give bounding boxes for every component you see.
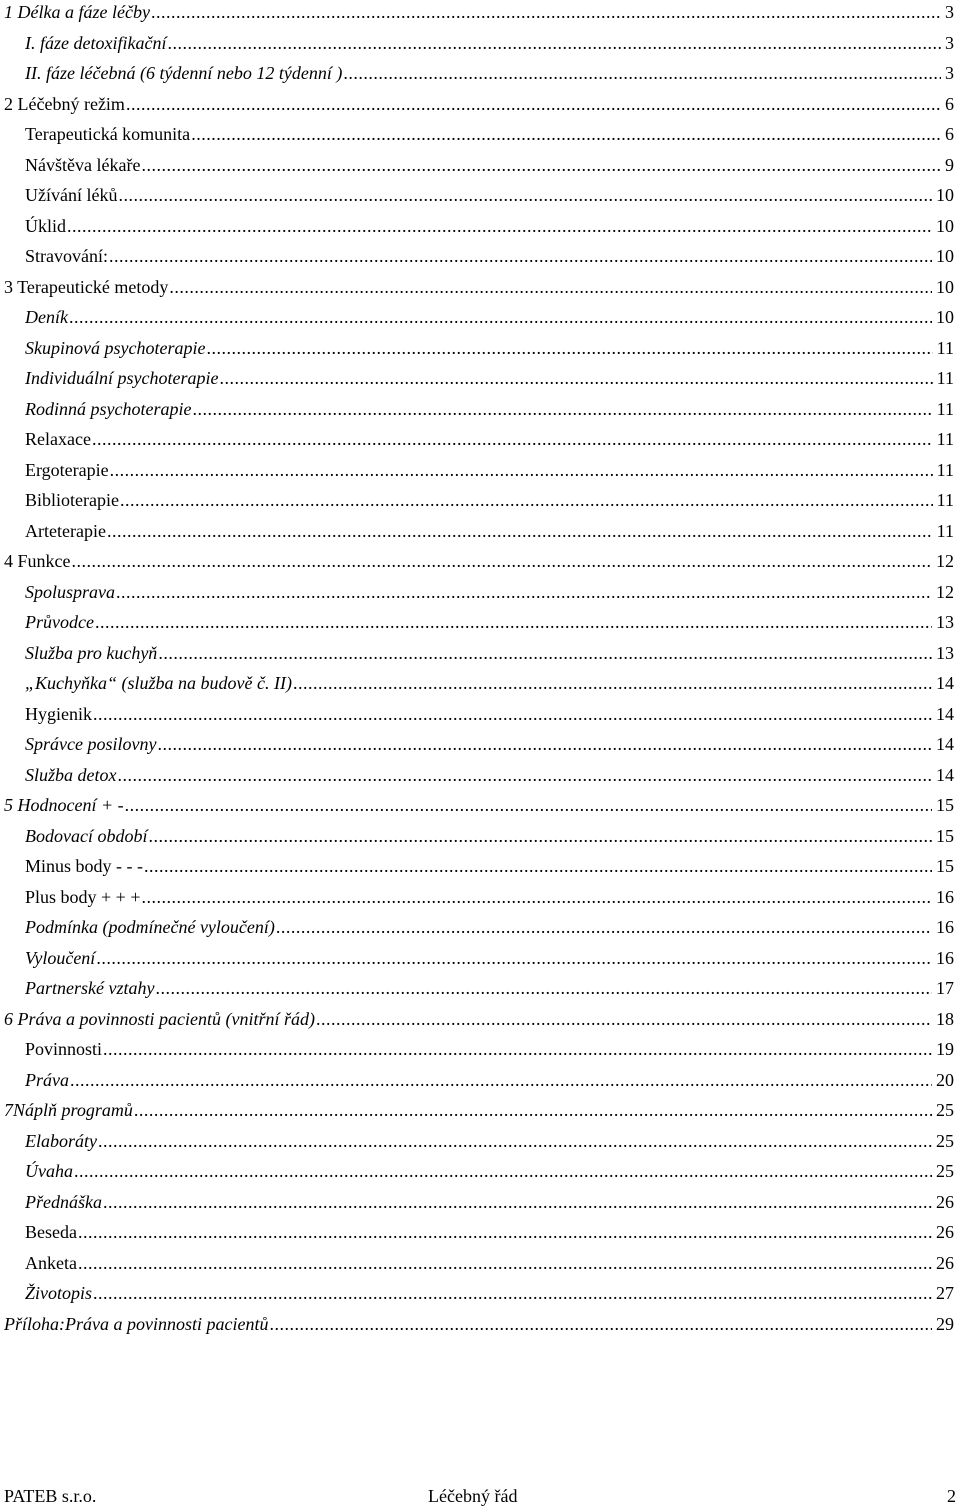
toc-page-number: 17 — [936, 978, 954, 998]
toc-dot-leader — [151, 0, 941, 24]
toc-entry-line — [25, 122, 954, 146]
toc-entry-line — [25, 397, 954, 421]
toc-dot-leader — [157, 732, 932, 756]
toc-page-number: 20 — [936, 1069, 954, 1090]
toc-entry-title: Beseda — [25, 1222, 77, 1242]
toc-entry-line — [4, 1098, 954, 1122]
toc-dot-leader — [141, 153, 941, 177]
toc-entry-line — [25, 976, 954, 1000]
toc-entry-title: Skupinová psychoterapie — [25, 337, 206, 358]
toc-entry-line — [4, 275, 954, 299]
toc-page-number: 14 — [936, 764, 954, 785]
toc-chapter-entry[interactable] — [0, 1098, 960, 1129]
toc-entry-title: Služba detox — [25, 764, 117, 785]
toc-page-number: 9 — [945, 154, 954, 175]
toc-entry-title: Podmínka (podmínečné vyloučení) — [25, 917, 275, 937]
toc-page-number: 11 — [936, 398, 954, 419]
toc-section-entry[interactable] — [0, 915, 960, 946]
toc-entry-line — [25, 1220, 954, 1244]
toc-entry-line — [25, 671, 954, 695]
toc-section-entry[interactable] — [0, 305, 960, 336]
toc-section-entry[interactable] — [0, 580, 960, 611]
toc-entry-title: I. fáze detoxifikační — [25, 32, 167, 53]
toc-section-entry[interactable] — [0, 1281, 960, 1312]
toc-section-entry[interactable] — [0, 1220, 960, 1251]
toc-page-number: 16 — [936, 917, 954, 937]
toc-section-entry[interactable] — [0, 488, 960, 519]
toc-entry-line — [4, 92, 954, 116]
toc-page-number: 13 — [936, 612, 954, 632]
toc-entry-title: Elaboráty — [25, 1130, 97, 1151]
toc-entry-line — [4, 549, 954, 573]
toc-section-entry[interactable] — [0, 1190, 960, 1221]
toc-page-number: 6 — [945, 124, 954, 144]
toc-page-number: 10 — [936, 185, 954, 205]
toc-entry-title: Anketa — [25, 1252, 77, 1273]
toc-section-entry[interactable] — [0, 397, 960, 428]
toc-page-number: 14 — [936, 703, 954, 724]
toc-dot-leader — [141, 885, 932, 909]
toc-page-number: 29 — [936, 1313, 954, 1334]
toc-page-number: 6 — [945, 93, 954, 114]
toc-entry-line — [25, 732, 954, 756]
toc-page-number: 14 — [936, 673, 954, 693]
toc-dot-leader — [191, 122, 941, 146]
toc-entry-line — [25, 61, 954, 85]
toc-entry-title: 7Náplň programů — [4, 1100, 133, 1120]
toc-entry-line — [25, 244, 954, 268]
toc-page-number: 25 — [936, 1161, 954, 1181]
toc-section-entry[interactable] — [0, 427, 960, 458]
toc-entry-line — [25, 915, 954, 939]
toc-page-number: 13 — [936, 642, 954, 663]
toc-entry-line — [25, 1281, 954, 1305]
toc-dot-leader — [103, 1037, 932, 1061]
toc-dot-leader — [276, 915, 932, 939]
toc-chapter-entry[interactable] — [0, 1007, 960, 1038]
toc-dot-leader — [78, 1220, 932, 1244]
toc-entry-title: Úvaha — [25, 1161, 73, 1181]
toc-entry-title: Bodovací období — [25, 825, 148, 846]
toc-page-number: 11 — [936, 490, 954, 510]
toc-entry-title: Rodinná psychoterapie — [25, 398, 192, 419]
toc-entry-line — [25, 946, 954, 970]
toc-entry-title: Povinnosti — [25, 1039, 103, 1059]
toc-entry-line — [25, 763, 954, 787]
toc-section-entry[interactable] — [0, 519, 960, 550]
toc-dot-leader — [167, 31, 941, 55]
toc-section-entry[interactable] — [0, 610, 960, 641]
toc-entry-line — [4, 1312, 954, 1336]
toc-section-entry[interactable] — [0, 458, 960, 489]
toc-dot-leader — [103, 1190, 932, 1214]
toc-section-entry[interactable] — [0, 153, 960, 184]
toc-dot-leader — [219, 366, 932, 390]
toc-dot-leader — [118, 183, 932, 207]
toc-dot-leader — [206, 336, 932, 360]
toc-dot-leader — [144, 854, 932, 878]
toc-entry-line — [25, 1068, 954, 1092]
toc-entry-title: 4 Funkce — [4, 551, 71, 571]
toc-page-number: 15 — [936, 856, 954, 876]
toc-entry-line — [25, 1251, 954, 1275]
toc-entry-line — [25, 366, 954, 390]
toc-entry-title: Práva — [25, 1069, 69, 1090]
toc-entry-line — [25, 854, 954, 878]
toc-dot-leader — [93, 702, 932, 726]
toc-page-number: 19 — [936, 1039, 954, 1059]
toc-page-number: 26 — [936, 1252, 954, 1273]
toc-page-number: 3 — [945, 32, 954, 53]
toc-dot-leader — [120, 488, 933, 512]
toc-page-number: 27 — [936, 1283, 954, 1303]
toc-section-entry[interactable] — [0, 61, 960, 92]
toc-chapter-entry[interactable] — [0, 0, 960, 31]
toc-section-entry[interactable] — [0, 214, 960, 245]
toc-section-entry[interactable] — [0, 1159, 960, 1190]
toc-page-number: 10 — [936, 276, 954, 297]
toc-entry-line — [25, 458, 954, 482]
toc-entry-title: Správce posilovny — [25, 734, 157, 754]
toc-page-number: 26 — [936, 1191, 954, 1212]
toc-dot-leader — [118, 763, 933, 787]
toc-entry-title: Užívání léků — [25, 185, 118, 205]
toc-entry-line — [25, 519, 954, 543]
toc-entry-title: Úklid — [25, 215, 67, 236]
toc-entry-line — [25, 214, 954, 238]
toc-entry-title: Spolusprava — [25, 581, 115, 602]
toc-page-number: 14 — [936, 734, 954, 754]
toc-page-number: 3 — [945, 63, 954, 83]
toc-entry-title: 2 Léčebný režim — [4, 93, 125, 114]
toc-page-number: 25 — [936, 1130, 954, 1151]
toc-entry-title: Deník — [25, 307, 68, 327]
toc-dot-leader — [169, 275, 932, 299]
toc-page-number: 11 — [936, 368, 954, 388]
toc-dot-leader — [192, 397, 932, 421]
toc-entry-line — [25, 1037, 954, 1061]
toc-dot-leader — [109, 244, 932, 268]
toc-dot-leader — [72, 549, 933, 573]
page-footer — [0, 1484, 960, 1508]
toc-entry-line — [25, 31, 954, 55]
toc-section-entry[interactable] — [0, 1251, 960, 1282]
toc-page-number: 12 — [936, 551, 954, 571]
toc-section-entry[interactable] — [0, 946, 960, 977]
toc-dot-leader — [74, 1159, 932, 1183]
toc-dot-leader — [126, 92, 941, 116]
toc-entry-title: II. fáze léčebná (6 týdenní nebo 12 týdenní ) — [25, 63, 343, 83]
toc-page-number: 11 — [936, 429, 954, 449]
toc-entry-title: Individuální psychoterapie — [25, 368, 219, 388]
toc-page-number: 10 — [936, 307, 954, 327]
toc-page-number: 3 — [945, 2, 954, 22]
toc-entry-line — [25, 1159, 954, 1183]
toc-dot-leader — [96, 946, 932, 970]
toc-dot-leader — [98, 1129, 932, 1153]
toc-entry-line — [25, 427, 954, 451]
toc-dot-leader — [107, 519, 933, 543]
toc-section-entry[interactable] — [0, 885, 960, 916]
toc-section-entry[interactable] — [0, 366, 960, 397]
toc-entry-line — [25, 305, 954, 329]
toc-entry-line — [25, 153, 954, 177]
toc-section-entry[interactable] — [0, 31, 960, 62]
toc-entry-title: Přednáška — [25, 1191, 102, 1212]
toc-dot-leader — [293, 671, 932, 695]
toc-section-entry[interactable] — [0, 122, 960, 153]
toc-page-number: 11 — [936, 520, 954, 541]
toc-entry-title: 5 Hodnocení + - — [4, 795, 124, 815]
footer-company: PATEB s.r.o. — [4, 1486, 97, 1506]
toc-entry-line — [4, 1007, 954, 1031]
toc-section-entry[interactable] — [0, 641, 960, 672]
toc-entry-title: Průvodce — [25, 612, 94, 632]
toc-section-entry[interactable] — [0, 763, 960, 794]
toc-dot-leader — [110, 458, 933, 482]
toc-dot-leader — [155, 976, 932, 1000]
toc-entry-title: Biblioterapie — [25, 490, 119, 510]
toc-dot-leader — [95, 610, 932, 634]
toc-chapter-entry[interactable] — [0, 92, 960, 123]
toc-dot-leader — [116, 580, 932, 604]
toc-page-number: 11 — [936, 337, 954, 358]
toc-entry-title: Vyloučení — [25, 947, 96, 968]
toc-page-number: 10 — [936, 215, 954, 236]
toc-entry-title: Terapeutická komunita — [25, 124, 191, 144]
toc-page-number: 11 — [936, 459, 954, 480]
footer-document-title: Léčebný řád — [428, 1486, 518, 1506]
toc-page-number: 10 — [936, 246, 954, 266]
toc-page-number: 15 — [936, 795, 954, 815]
toc-entry-line — [25, 488, 954, 512]
toc-dot-leader — [78, 1251, 932, 1275]
toc-page-number: 12 — [936, 581, 954, 602]
toc-entry-title: 6 Práva a povinnosti pacientů (vnitřní řád) — [4, 1008, 315, 1029]
toc-dot-leader — [316, 1007, 932, 1031]
toc-section-entry[interactable] — [0, 732, 960, 763]
toc-dot-leader — [92, 427, 933, 451]
toc-entry-title: Relaxace — [25, 429, 91, 449]
toc-entry-line — [25, 641, 954, 665]
toc-entry-line — [25, 610, 954, 634]
toc-entry-line — [25, 1190, 954, 1214]
toc-section-entry[interactable] — [0, 976, 960, 1007]
toc-dot-leader — [158, 641, 932, 665]
toc-dot-leader — [93, 1281, 932, 1305]
toc-chapter-entry[interactable] — [0, 275, 960, 306]
toc-dot-leader — [134, 1098, 932, 1122]
toc-entry-title: Stravování: — [25, 246, 108, 266]
toc-entry-title: Životopis — [25, 1283, 93, 1303]
toc-section-entry[interactable] — [0, 671, 960, 702]
toc-page-number: 26 — [936, 1222, 954, 1242]
toc-dot-leader — [125, 793, 932, 817]
toc-entry-title: Plus body + + + — [25, 886, 141, 907]
toc-entry-line — [25, 885, 954, 909]
toc-entry-line — [25, 183, 954, 207]
toc-page-number: 16 — [936, 947, 954, 968]
toc-entry-line — [25, 336, 954, 360]
toc-section-entry[interactable] — [0, 824, 960, 855]
toc-dot-leader — [67, 214, 932, 238]
toc-dot-leader — [343, 61, 941, 85]
toc-page-number: 15 — [936, 825, 954, 846]
footer-page-number: 2 — [947, 1486, 956, 1506]
toc-section-entry[interactable] — [0, 183, 960, 214]
toc-entry-line — [25, 702, 954, 726]
toc-section-entry[interactable] — [0, 1037, 960, 1068]
toc-section-entry[interactable] — [0, 702, 960, 733]
toc-chapter-entry[interactable] — [0, 549, 960, 580]
toc-entry-title: „Kuchyňka“ (služba na budově č. II) — [25, 673, 292, 693]
toc-section-entry[interactable] — [0, 1129, 960, 1160]
toc-dot-leader — [70, 1068, 932, 1092]
toc-entry-title: Ergoterapie — [25, 459, 109, 480]
toc-section-entry[interactable] — [0, 854, 960, 885]
toc-page-number: 16 — [936, 886, 954, 907]
toc-entry-title: Arteterapie — [25, 520, 106, 541]
toc-entry-title: Minus body - - - — [25, 856, 143, 876]
toc-entry-line — [25, 580, 954, 604]
toc-chapter-entry[interactable] — [0, 1312, 960, 1343]
toc-entry-title: 1 Délka a fáze léčby — [4, 2, 150, 22]
toc-entry-title: Služba pro kuchyň — [25, 642, 158, 663]
toc-entry-title: 3 Terapeutické metody — [4, 276, 169, 297]
toc-entry-title: Hygienik — [25, 703, 92, 724]
toc-page-number: 25 — [936, 1100, 954, 1120]
toc-entry-line — [4, 0, 954, 24]
toc-entry-line — [25, 824, 954, 848]
toc-entry-line — [25, 1129, 954, 1153]
toc-entry-title: Příloha:Práva a povinnosti pacientů — [4, 1313, 269, 1334]
toc-chapter-entry[interactable] — [0, 793, 960, 824]
toc-dot-leader — [69, 305, 932, 329]
toc-section-entry[interactable] — [0, 1068, 960, 1099]
toc-section-entry[interactable] — [0, 244, 960, 275]
toc-entry-line — [4, 793, 954, 817]
toc-dot-leader — [148, 824, 932, 848]
toc-entry-title: Návštěva lékaře — [25, 154, 141, 175]
toc-entry-title: Partnerské vztahy — [25, 978, 155, 998]
toc-page-number: 18 — [936, 1008, 954, 1029]
toc-section-entry[interactable] — [0, 336, 960, 367]
toc-dot-leader — [269, 1312, 932, 1336]
